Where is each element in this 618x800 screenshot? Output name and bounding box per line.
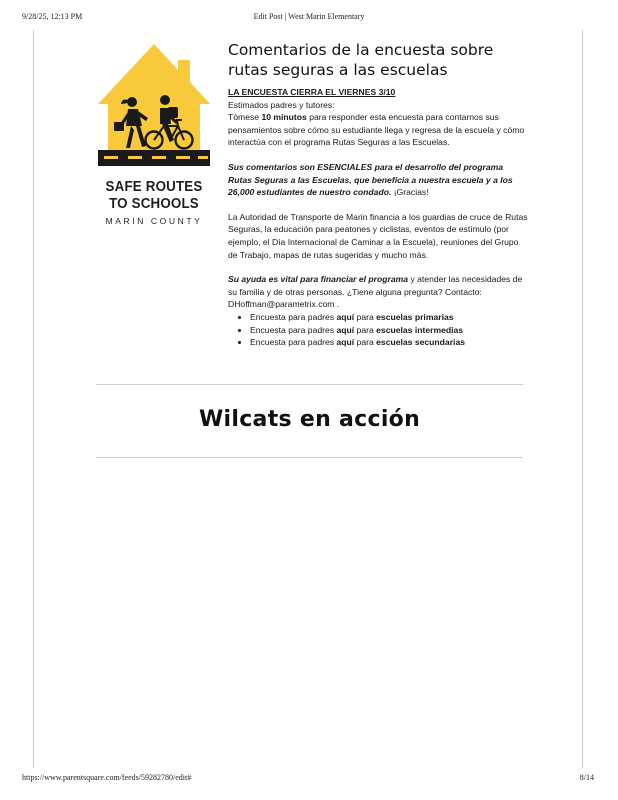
list-item xyxy=(250,311,528,324)
essential-statement: Sus comentarios son ESENCIALES para el desarrollo del programa Rutas Seguras a las Escuelas, que beneficia a nuestra escuela y a los 26,000 estudiantes de nuestro condado. xyxy=(228,161,513,198)
list-item xyxy=(250,324,528,337)
section-divider-top xyxy=(96,384,523,385)
survey-link-primary[interactable]: aquí xyxy=(336,311,355,322)
survey-link-prefix: Encuesta para padres xyxy=(250,337,337,348)
logo-line-to-schools: TO SCHOOLS xyxy=(109,196,199,212)
survey-link-prefix: Encuesta para padres xyxy=(250,311,337,322)
post-title: Comentarios de la encuesta sobre rutas seguras a las escuelas xyxy=(228,41,494,79)
survey-target-primary: escuelas primarias xyxy=(376,311,454,322)
intro-text-post: para responder esta encuesta para contarnos sus pensamientos sobre cómo su estudiante llega y regresa de la escuela y cómo interactúa con el programa Rutas Seguras a las Escuelas. xyxy=(228,112,525,148)
help-contact: y atender las necesidades de su familia y de otras personas. ¿Tiene alguna pregunta? Contacto: DHoffman@parametrix.com . xyxy=(228,274,523,310)
list-item xyxy=(250,336,528,349)
post-content xyxy=(228,40,528,349)
help-statement: Su ayuda es vital para financiar el programa xyxy=(228,274,409,285)
intro-text-pre: Tómese xyxy=(228,112,262,123)
print-url: https://www.parentsquare.com/feeds/59282780/edit# xyxy=(22,773,192,782)
print-footer xyxy=(0,773,618,787)
safe-routes-logo xyxy=(98,44,210,229)
deadline-notice: LA ENCUESTA CIERRA EL VIERNES 3/10 xyxy=(228,87,396,97)
logo-line-safe-routes: SAFE ROUTES xyxy=(105,179,203,195)
print-date: 9/28/25, 12:13 PM xyxy=(22,12,83,21)
funding-paragraph: La Autoridad de Transporte de Marin financia a los guardias de cruce de Rutas Seguras, la educación para peatones y ciclistas, eventos de estímulo (por ejemplo, el Día Internacional de Caminar a la Escuela), reuniones del Grupo de Trabajo, mapas de rutas sugeridas y mucho más. xyxy=(228,211,528,260)
survey-target-high: escuelas secundarias xyxy=(376,337,465,348)
essential-thanks: ¡Gracias! xyxy=(391,187,429,198)
greeting: Estimados padres y tutores: xyxy=(228,99,335,110)
survey-link-high[interactable]: aquí xyxy=(336,337,355,348)
page-border-left xyxy=(33,30,34,768)
survey-link-mid: para xyxy=(354,311,377,322)
page-border-right xyxy=(582,30,583,768)
survey-target-middle: escuelas intermedias xyxy=(376,324,464,335)
section-divider-bottom xyxy=(96,457,523,458)
print-page-number: 8/14 xyxy=(579,773,594,782)
survey-link-list xyxy=(228,311,528,349)
survey-link-mid: para xyxy=(354,324,377,335)
print-header xyxy=(0,12,618,26)
survey-link-prefix: Encuesta para padres xyxy=(250,324,337,335)
intro-duration: 10 minutos xyxy=(261,112,307,123)
print-title: Edit Post | West Marin Elementary xyxy=(253,12,365,21)
section-title: Wilcats en acción xyxy=(198,407,421,432)
logo-line-marin-county: MARIN COUNTY xyxy=(105,216,203,226)
survey-link-middle[interactable]: aquí xyxy=(336,324,355,335)
survey-link-mid: para xyxy=(354,337,377,348)
safe-routes-emblem xyxy=(98,44,210,179)
